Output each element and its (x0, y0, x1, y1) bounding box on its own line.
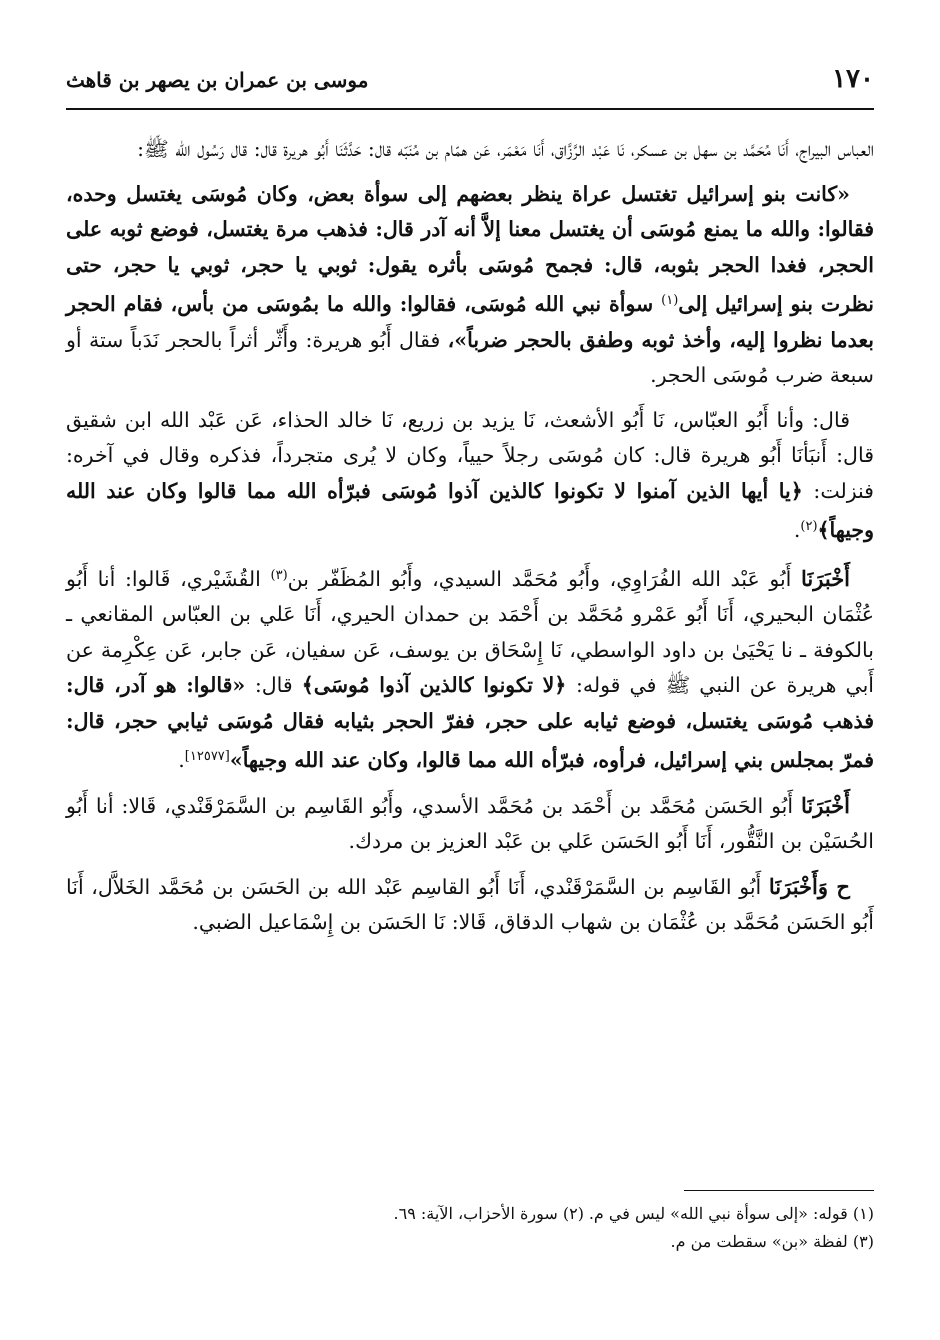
paragraph-hadith-1 (66, 177, 874, 394)
punctuation: . (178, 748, 185, 772)
footnote-1 (584, 1200, 874, 1228)
punctuation: . (793, 518, 801, 542)
keyword-akhbarana: أَخْبَرَنَا (801, 565, 851, 591)
footnote-number: (٢) (562, 1204, 584, 1223)
paragraph-text: العباس البيراج، أَنَا مُحَمَّد بن سهل بن عسكر، نَا عَبْد الرَّزَّاق، أَنَا مَعْمَر، عَن همّام بن مُنَبّه قال: حَدَّثَنَا أَبُو هريرة قال: قال رَسُول الله ﷺ: (137, 137, 874, 161)
keyword-akhbarana: ح وَأَخْبَرَنَا (768, 873, 850, 899)
paragraph-text: أَبُو القَاسِم بن السَّمَرْقَنْدي، أَنَا أَبُو القاسِم عَبْد الله بن الحَسَن بن مُحَمَّد الخَلاَّل، أَنَا أَبُو الحَسَن مُحَمَّد بن عُثْمَان بن شهاب الدقاق، قَالا: نَا الحَسَن بن إِسْمَاعيل الضبي. (66, 874, 874, 934)
keyword-akhbarana: أَخْبَرَنَا (801, 792, 850, 818)
quran-verse: ﴿يا أيها الذين آمنوا لا تكونوا كالذين آذوا مُوسَى فبرّأه الله مما قالوا وكان عند الله وجيهاً﴾ (66, 478, 874, 542)
paragraph-text-cont: قال: (254, 673, 302, 697)
hadith-text: «كانت بنو إسرائيل تغتسل عراة ينظر بعضهم إلى سوأة بعض، وكان مُوسَى يغتسل وحده، فقالوا: والله ما يمنع مُوسَى أن يغتسل معنا إلاَّ أنه آدر قال: فذهب مرة يغتسل، فوضع ثوبه على الحجر، فغدا الحجر بثوبه، قال: فجمح مُوسَى بأثره يقول: ثوبي يا حجر، ثوبي يا حجر، حتى نظرت بنو إسرائيل إلى (66, 181, 874, 316)
footnote-ref-3: (٣) (270, 567, 288, 583)
footnote-text: قوله: «إلى سوأة نبي الله» ليس في م. (588, 1204, 848, 1223)
footnote-3 (671, 1228, 875, 1256)
paragraph-isnad-1 (66, 132, 874, 168)
hadith-number: [١٢٥٧٧] (184, 749, 230, 764)
header-rule (66, 108, 874, 110)
paragraph-text: قال: وأنا أَبُو العبّاس، نَا أَبُو الأشعث، نَا يزيد بن زريع، نَا خالد الحذاء، عَن عَبْد الله ابن شقيق قال: أَنبَأنَا أَبُو هريرة قال: كان مُوسَى رجلاً حيياً، وكان لا يُرى متجرداً، فذكره وقال في آخره: فنزلت: (66, 407, 874, 503)
paragraph-akhbarana-3 (66, 869, 874, 941)
footnote-ref-2: (٢) (800, 519, 818, 534)
running-title: موسى بن عمران بن يصهر بن قاهث (66, 68, 369, 92)
footnote-text: لفظة «بن» سقطت من م. (670, 1232, 848, 1251)
footnotes (66, 1200, 874, 1256)
body-text (66, 132, 874, 941)
paragraph-akhbarana-1 (66, 558, 874, 779)
paragraph-text-cont: القُشَيْري، قَالوا: أنا أَبُو عُثْمَان البحيري، أَنَا أَبُو عَمْرو مُحَمَّد بن أَحْمَد بن حمدان الحيري، أَنَا عَلي بن العبّاس المقانعي ـ بالكوفة ـ نا يَحْيَىٰ بن داود الواسطي، نَا إِسْحَاق بن يوسف، عَن سفيان، عَن جابر، عَن عِكْرِمة عن أَبي هريرة عن النبي ﷺ في قوله: (66, 566, 874, 697)
quran-verse: ﴿لا تكونوا كالذين آذوا مُوسَى﴾ (301, 673, 576, 697)
footnote-number: (٣) (852, 1232, 874, 1251)
paragraph-text: فقال أَبُو هريرة: وأَثّر أثراً بالحجر نَدَباً ستة أو سبعة ضرب مُوسَى الحجر. (66, 327, 874, 387)
footnote-ref-1: (١) (661, 293, 679, 308)
paragraph-isnad-2 (66, 403, 874, 549)
footnote-row (66, 1228, 874, 1256)
hadith-text-cont: سوأة نبي الله مُوسَى، فقالوا: والله ما بمُوسَى من بأس، فقام الحجر بعدما نظروا إليه، وأخذ ثوبه وطفق بالحجر ضرباً»، (66, 292, 874, 352)
footnote-number: (١) (852, 1204, 874, 1223)
hadith-text: «قالوا: هو آدر، قال: فذهب مُوسَى يغتسل، فوضع ثيابه على حجر، ففرّ الحجر بثيابه فقال مُوسَى ثيابي حجر، قال: فمرّ بمجلس بني إسرائيل، فرأوه، فبرّأه الله مما قالوا، وكان عند الله وجيهاً» (66, 673, 874, 772)
footnote-rule (684, 1190, 874, 1191)
footnote-2 (394, 1200, 584, 1228)
footnote-text: سورة الأحزاب، الآية: ٦٩. (393, 1204, 558, 1223)
paragraph-akhbarana-2 (66, 788, 874, 860)
paragraph-text: أَبُو عَبْد الله الفُرَاوِي، وأَبُو مُحَمَّد السيدي، وأَبُو المُظَفّر بن (287, 566, 802, 591)
page-number: ١٧٠ (832, 64, 874, 94)
footnote-row (66, 1200, 874, 1228)
page-header (66, 58, 874, 108)
paragraph-text: أَبُو الحَسَن مُحَمَّد بن أَحْمَد بن مُحَمَّد الأسدي، وأَبُو القَاسِم بن السَّمَرْقَنْدي، قَالا: أنا أَبُو الحُسَيْن بن النَّقُّور، أَنَا أَبُو الحَسَن عَلي بن عَبْد العزيز بن مردك. (66, 793, 874, 853)
